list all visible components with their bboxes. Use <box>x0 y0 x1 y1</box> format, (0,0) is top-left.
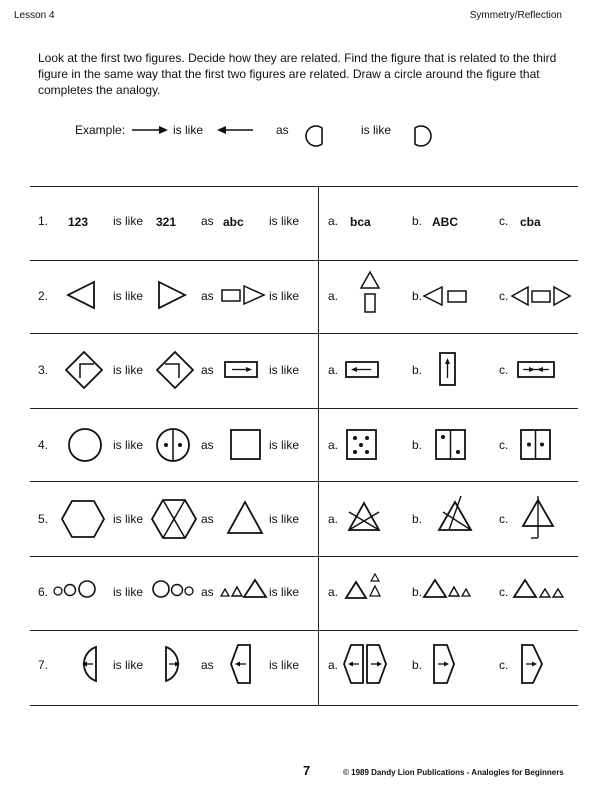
right-arrow-icon <box>130 124 170 136</box>
is-like-text: is like <box>269 289 300 303</box>
choice-c-label: c. <box>499 214 509 228</box>
choice-b-label: b. <box>412 438 423 452</box>
choice-c-label: c. <box>499 438 509 452</box>
choice-b-figure[interactable] <box>437 494 473 534</box>
rectangle-triangle-icon <box>221 284 267 306</box>
as-text: as <box>201 363 214 377</box>
left-arrow-icon <box>215 124 255 136</box>
as-text: as <box>201 585 214 599</box>
as-text: as <box>201 438 214 452</box>
choice-b-label: b. <box>412 658 423 672</box>
choice-b-label: b. <box>412 214 423 228</box>
is-like-text: is like <box>269 585 300 599</box>
as-text: as <box>201 214 214 228</box>
instructions: Look at the first two figures. Decide how they are related. Find the figure that is related to the third figure in the same way that the first two figures are related. Draw a circle around the figure that completes the analogy. <box>38 51 557 97</box>
as-text: as <box>201 658 214 672</box>
choice-a-label: a. <box>328 512 339 526</box>
choice-c-label: c. <box>499 289 509 303</box>
row-divider <box>30 481 578 482</box>
choice-b-text[interactable]: ABC <box>432 215 458 229</box>
choice-a-label: a. <box>328 214 339 228</box>
choice-b-figure[interactable] <box>438 352 458 388</box>
figure-1-text: 123 <box>68 215 89 229</box>
choice-c-figure[interactable] <box>514 578 564 600</box>
as-text: as <box>201 512 214 526</box>
triangles-small-to-large-icon <box>220 578 268 600</box>
choice-c-figure[interactable] <box>510 285 574 307</box>
is-like-text: is like <box>269 363 300 377</box>
circles-small-to-large-icon <box>51 578 99 600</box>
is-like-text: is like <box>113 438 144 452</box>
diamond-corner-icon <box>155 350 195 390</box>
copyright-text: © 1989 Dandy Lion Publications - Analogies for Beginners <box>343 768 564 777</box>
column-divider <box>318 186 319 705</box>
choice-c-label: c. <box>499 512 509 526</box>
figure-2-text: 321 <box>156 215 177 229</box>
choice-a-figure[interactable] <box>359 270 381 316</box>
choice-b-figure[interactable] <box>431 643 457 685</box>
choice-a-label: a. <box>328 658 339 672</box>
pentagon-arrow-left-icon <box>228 643 254 685</box>
choice-a-label: a. <box>328 363 339 377</box>
example-as: as <box>276 123 289 137</box>
choice-a-figure[interactable] <box>345 360 381 380</box>
is-like-text: is like <box>269 658 300 672</box>
row-divider <box>30 186 578 187</box>
choice-a-text[interactable]: bca <box>350 215 371 229</box>
choice-c-label: c. <box>499 363 509 377</box>
choice-a-label: a. <box>328 438 339 452</box>
row-divider <box>30 260 578 261</box>
row-divider <box>30 630 578 631</box>
triangle-icon <box>226 500 264 536</box>
choice-a-figure[interactable] <box>345 428 379 462</box>
triangle-left-icon <box>66 280 96 310</box>
choice-b-label: b. <box>412 585 423 599</box>
example-is-like: is like <box>173 123 204 137</box>
example-label: Example: <box>75 123 126 137</box>
page-number: 7 <box>303 763 311 778</box>
figure-3-text: abc <box>223 215 244 229</box>
row-divider <box>30 333 578 334</box>
item-number: 4. <box>38 438 49 452</box>
is-like-text: is like <box>113 658 144 672</box>
choice-a-label: a. <box>328 585 339 599</box>
box-arrow-right-icon <box>224 360 260 380</box>
is-like-text: is like <box>113 363 144 377</box>
is-like-text: is like <box>269 438 300 452</box>
item-number: 7. <box>38 658 49 672</box>
is-like-text: is like <box>269 512 300 526</box>
choice-c-figure[interactable] <box>519 428 553 462</box>
choice-c-label: c. <box>499 585 509 599</box>
choice-c-figure[interactable] <box>521 494 555 542</box>
item-number: 2. <box>38 289 49 303</box>
square-icon <box>229 428 263 462</box>
choice-b-label: b. <box>412 289 423 303</box>
row-divider <box>30 705 578 706</box>
choice-b-label: b. <box>412 512 423 526</box>
choice-c-figure[interactable] <box>517 360 557 380</box>
half-disc-arrow-left-icon <box>74 645 100 683</box>
choice-b-figure[interactable] <box>434 428 468 462</box>
item-number: 5. <box>38 512 49 526</box>
row-divider <box>30 408 578 409</box>
teardrop-right-icon <box>302 116 326 146</box>
choice-a-label: a. <box>328 289 339 303</box>
hexagon-icon <box>60 499 106 539</box>
choice-a-figure[interactable] <box>342 643 388 685</box>
item-number: 6. <box>38 585 49 599</box>
is-like-text: is like <box>113 585 144 599</box>
row-divider <box>30 556 578 557</box>
item-number: 1. <box>38 214 49 228</box>
circle-icon <box>67 427 103 463</box>
choice-b-label: b. <box>412 363 423 377</box>
topic-label: Symmetry/Reflection <box>469 10 562 21</box>
item-number: 3. <box>38 363 49 377</box>
as-text: as <box>201 289 214 303</box>
choice-c-text[interactable]: cba <box>520 215 541 229</box>
choice-c-figure[interactable] <box>519 643 545 685</box>
choice-b-figure[interactable] <box>424 578 472 600</box>
choice-a-figure[interactable] <box>347 501 381 533</box>
choice-a-figure[interactable] <box>344 572 384 600</box>
example-is-like-2: is like <box>361 123 392 137</box>
diamond-corner-icon <box>64 350 104 390</box>
half-disc-arrow-right-icon <box>162 645 188 683</box>
hexagon-crossed-icon <box>150 496 198 542</box>
teardrop-left-icon <box>411 116 435 146</box>
choice-c-label: c. <box>499 658 509 672</box>
choice-b-figure[interactable] <box>422 285 468 307</box>
is-like-text: is like <box>113 214 144 228</box>
circles-large-to-small-icon <box>151 578 195 600</box>
is-like-text: is like <box>113 512 144 526</box>
is-like-text: is like <box>269 214 300 228</box>
lesson-label: Lesson 4 <box>14 10 55 21</box>
is-like-text: is like <box>113 289 144 303</box>
circle-divided-dots-icon <box>155 427 191 463</box>
triangle-right-icon <box>157 280 187 310</box>
